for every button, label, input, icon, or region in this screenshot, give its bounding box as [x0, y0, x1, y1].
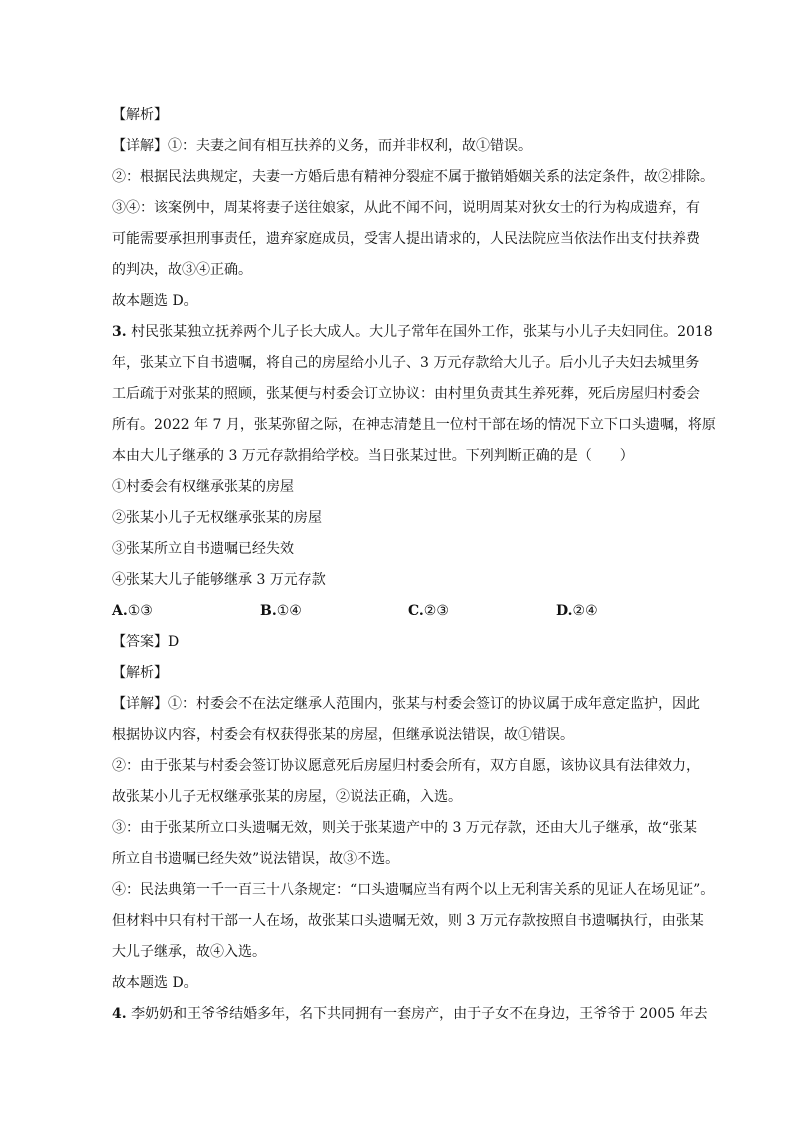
- statement-2: ②张某小儿子无权继承张某的房屋: [112, 510, 322, 526]
- stem-text: 村民张某独立抚养两个儿子长大成人。大儿子常年在国外工作，张某与小儿子夫妇同住。2018: [131, 324, 713, 340]
- analysis-heading: 【解析】: [112, 107, 168, 123]
- stem-text: 李奶奶和王爷爷结婚多年，名下共同拥有一套房产，由于子女不在身边，王爷爷于 2005 年去: [131, 1006, 708, 1022]
- text-line: 的判决，故③④正确。: [112, 262, 252, 278]
- question-4-stem: [112, 999, 708, 1030]
- detail-tag: 【详解】: [112, 696, 168, 712]
- detail-text: ①：夫妻之间有相互扶养的义务，而并非权利，故①错误。: [168, 138, 532, 154]
- text-line: ④：民法典第一千一百三十八条规定：“口头遗嘱应当有两个以上无利害关系的见证人在场见证”。: [112, 882, 715, 898]
- answer-line: [112, 627, 704, 658]
- text-line: 可能需要承担刑事责任，遗弃家庭成员，受害人提出请求的，人民法院应当依法作出支付扶养费: [112, 231, 700, 247]
- text-line: 故张某小儿子无权继承张某的房屋，②说法正确，入选。: [112, 789, 462, 805]
- question-number: 3.: [112, 324, 127, 340]
- question-3-stem: [112, 317, 713, 348]
- conclusion-line: 故本题选 D。: [112, 293, 198, 309]
- text-line: 大儿子继承，故④入选。: [112, 944, 266, 960]
- stem-line: 工后疏于对张某的照顾，张某便与村委会订立协议：由村里负责其生养死葬，死后房屋归村委会: [112, 386, 700, 402]
- option-b: B.①④: [260, 603, 302, 619]
- stem-line: 本由大儿子继承的 3 万元存款捐给学校。当日张某过世。下列判断正确的是（ ）: [112, 448, 634, 464]
- answer-options: [112, 596, 704, 627]
- option-c: C.②③: [408, 603, 449, 619]
- text-line: 但材料中只有村干部一人在场，故张某口头遗嘱无效，则 3 万元存款按照自书遗嘱执行，由张某: [112, 913, 704, 929]
- text-line: ③：由于张某所立口头遗嘱无效，则关于张某遗产中的 3 万元存款，还由大儿子继承，故“张某: [112, 820, 697, 836]
- text-line: 根据协议内容，村委会有权获得张某的房屋，但继承说法错误，故①错误。: [112, 727, 574, 743]
- document-page: [112, 100, 716, 1030]
- text-line: ②：由于张某与村委会签订协议愿意死后房屋归村委会所有，双方自愿，该协议具有法律效力，: [112, 758, 700, 774]
- stem-line: 年，张某立下自书遗嘱，将自己的房屋给小儿子、3 万元存款给大儿子。后小儿子夫妇去城里务: [112, 355, 700, 371]
- option-a: A.①③: [112, 603, 153, 619]
- statement-3: ③张某所立自书遗嘱已经失效: [112, 541, 294, 557]
- statement-1: ①村委会有权继承张某的房屋: [112, 479, 294, 495]
- statement-4: ④张某大儿子能够继承 3 万元存款: [112, 572, 326, 588]
- question-number: 4.: [112, 1006, 127, 1022]
- option-d: D.②④: [556, 603, 598, 619]
- answer-tag: 【答案】: [112, 634, 168, 650]
- stem-line: 所有。2022 年 7 月，张某弥留之际，在神志清楚且一位村干部在场的情况下立下口头遗嘱，将原: [112, 417, 716, 433]
- detail-paragraph: [112, 689, 704, 720]
- detail-text: ①：村委会不在法定继承人范围内，张某与村委会签订的协议属于成年意定监护，因此: [168, 696, 700, 712]
- detail-paragraph: [112, 131, 704, 162]
- text-line: ③④：该案例中，周某将妻子送往娘家，从此不闻不问，说明周某对狄女士的行为构成遗弃，有: [112, 200, 700, 216]
- analysis-heading: 【解析】: [112, 665, 168, 681]
- conclusion-line: 故本题选 D。: [112, 975, 198, 991]
- detail-tag: 【详解】: [112, 138, 168, 154]
- text-line: 所立自书遗嘱已经失效”说法错误，故③不选。: [112, 851, 400, 867]
- answer-value: D: [168, 634, 180, 650]
- text-line: ②：根据民法典规定，夫妻一方婚后患有精神分裂症不属于撤销婚姻关系的法定条件，故②排除。: [112, 169, 714, 185]
